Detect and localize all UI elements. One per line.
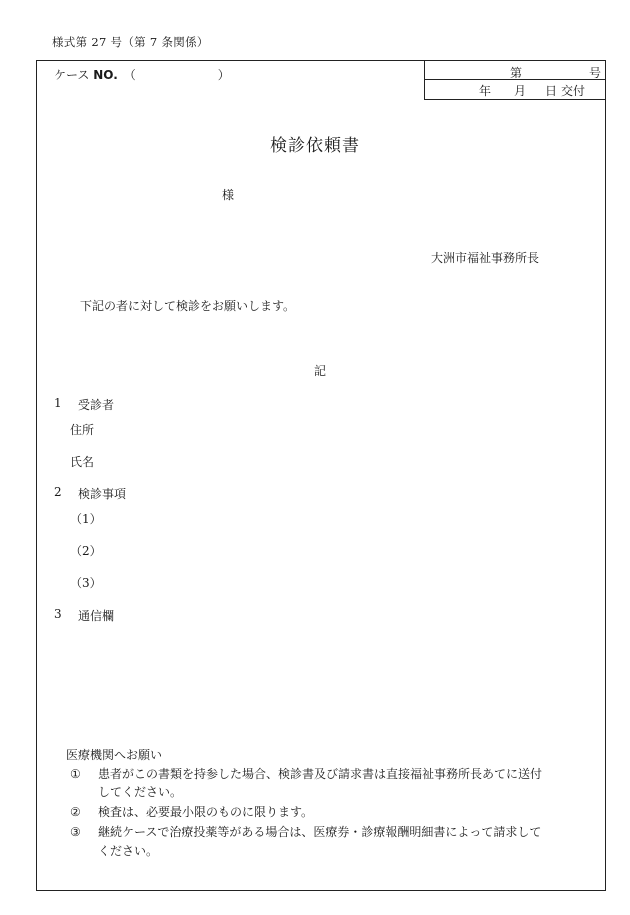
- exam-item-3: （3）: [70, 576, 102, 590]
- section-2-number: 2: [54, 485, 62, 499]
- request-text: 下記の者に対して検診をお願いします。: [80, 299, 296, 313]
- exam-item-2: （2）: [70, 544, 102, 558]
- case-no-label: NO.: [93, 68, 118, 82]
- section-1-number: 1: [54, 396, 62, 410]
- note-3-line2: ください。: [98, 844, 159, 858]
- issue-day: 日: [545, 84, 558, 98]
- issue-issued: 交付: [561, 84, 586, 98]
- section-2-label: 検診事項: [78, 487, 127, 501]
- case-close-paren: ）: [217, 68, 230, 82]
- note-2-line1: 検査は、必要最小限のものに限ります。: [98, 805, 314, 819]
- issue-go: 号: [589, 66, 602, 80]
- note-1-line1: 患者がこの書類を持参した場合、検診書及び請求書は直接福祉事務所長あてに送付: [98, 767, 543, 781]
- form-number: 様式第 27 号（第 7 条関係）: [52, 35, 209, 49]
- note-3-line1: 継続ケースで治療投薬等がある場合は、医療券・診療報酬明細書によって請求して: [98, 825, 542, 839]
- issuer-name: 大洲市福祉事務所長: [431, 251, 540, 265]
- exam-item-1: （1）: [70, 512, 102, 526]
- section-1-label: 受診者: [78, 398, 115, 412]
- note-2-mark: ②: [70, 805, 81, 819]
- issue-year: 年: [479, 84, 492, 98]
- name-label: 氏名: [70, 455, 95, 469]
- notes-heading: 医療機関へお願い: [66, 748, 163, 762]
- addressee-suffix: 様: [222, 188, 235, 202]
- case-number-field: [54, 66, 230, 83]
- note-3-mark: ③: [70, 825, 81, 839]
- issue-month: 月: [514, 84, 527, 98]
- address-label: 住所: [70, 423, 95, 437]
- note-1-mark: ①: [70, 767, 81, 781]
- section-3-label: 通信欄: [78, 609, 115, 623]
- issue-dai: 第: [510, 66, 523, 80]
- case-open-paren: （: [123, 68, 136, 82]
- case-prefix: ケース: [54, 68, 94, 82]
- ki-heading: 記: [314, 364, 327, 378]
- document-title: 検診依頼書: [270, 136, 360, 156]
- section-3-number: 3: [54, 607, 62, 621]
- note-1-line2: してください。: [98, 785, 183, 799]
